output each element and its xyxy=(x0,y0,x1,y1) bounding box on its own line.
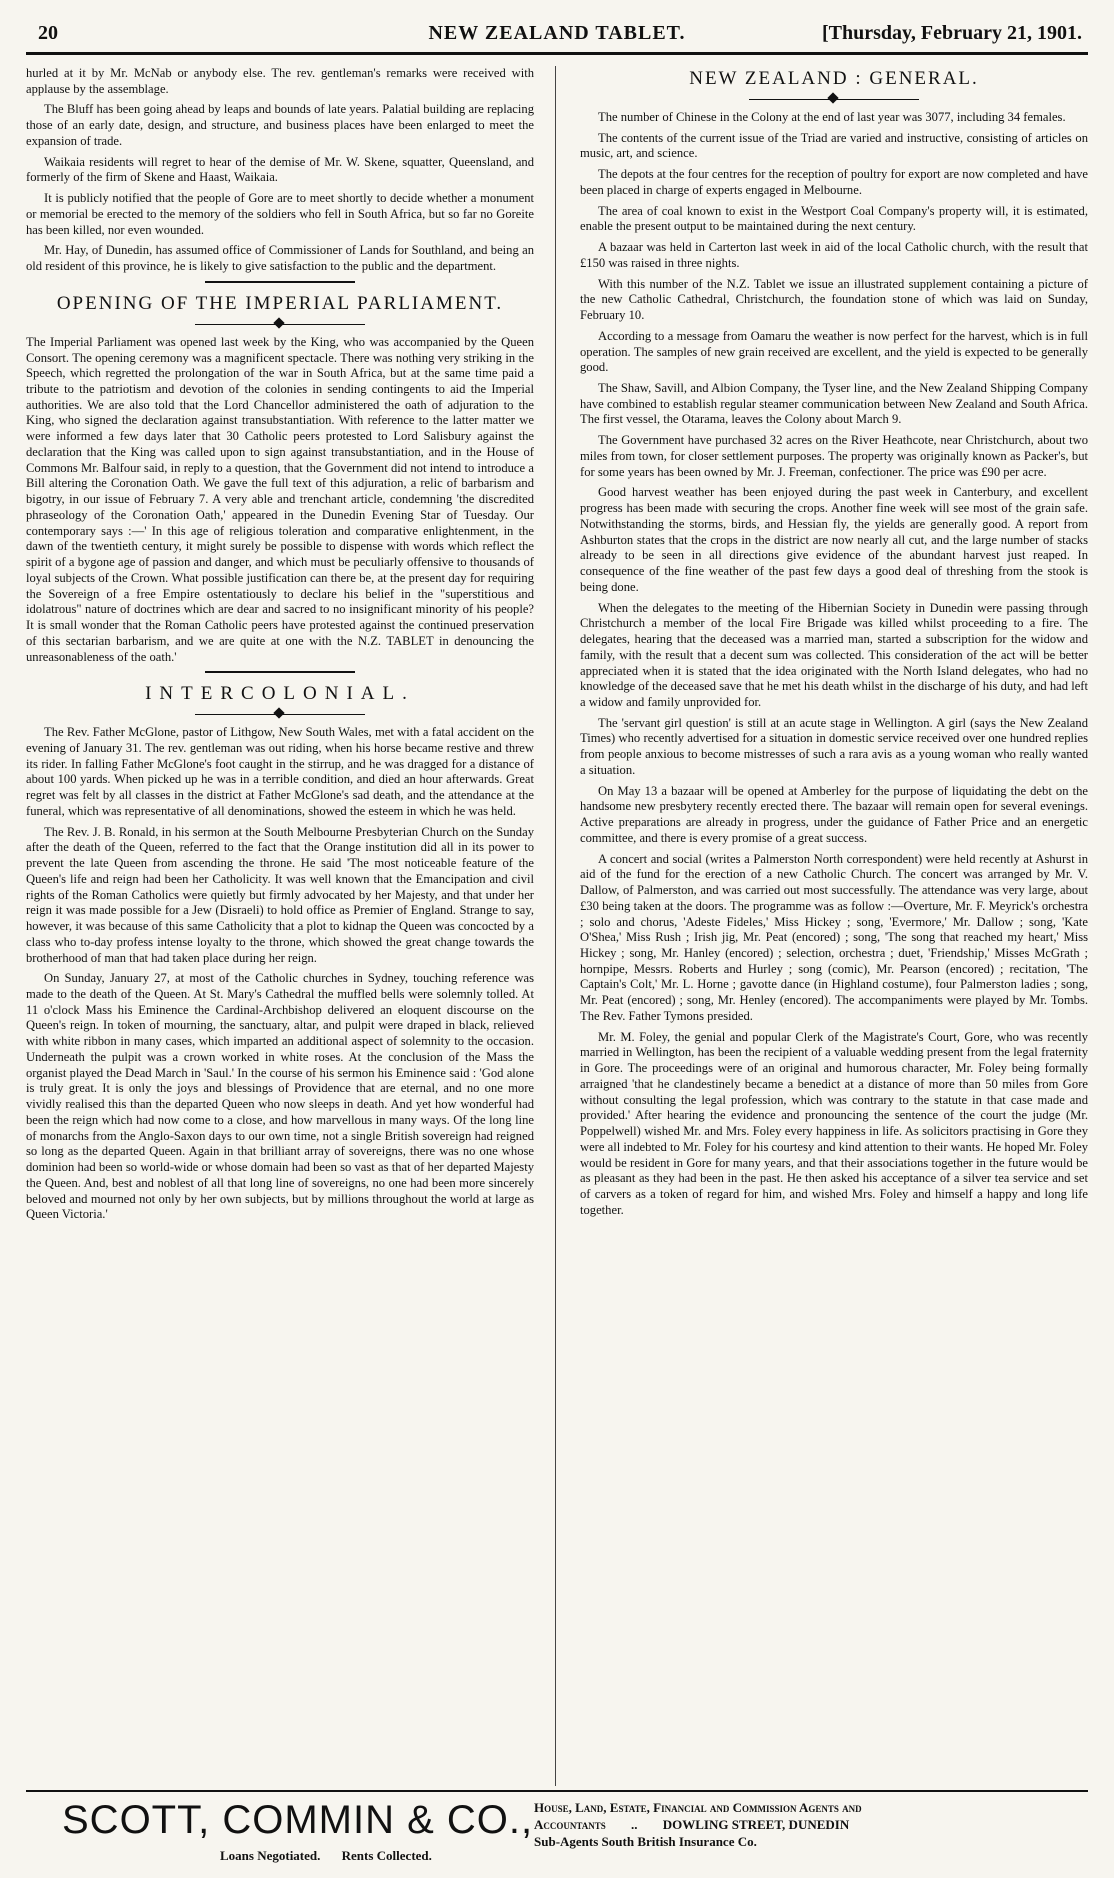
news-item: When the delegates to the meeting of the Hibernian Society in Dunedin were passing through Christchurch a member of the local Fire Brigade was killed whilst proceeding to a fire. The delegates, hearing that the deceased was a married man, started a subscription for the widow and family, with the result that a decent sum was collected. This consideration of the act will be better appreciated when it is stated that the idea originated with the North Island delegates, who had no knowledge of the deceased save that he met his death whilst in the discharge of his duty, and had left a widow and family unprovided for. xyxy=(580,600,1088,709)
right-column xyxy=(580,66,1088,1223)
news-item: Good harvest weather has been enjoyed during the past week in Canterbury, and excellent progress has been made with securing the crops. Another fine week will see most of the grain safe. Notwithstanding the storms, birds, and Hessian fly, the yields are generally good. A report from Ashburton states that the crops in the district are now nearly all cut, and the large number of stacks already to be seen in all directions give evidence of the abundant harvest just reaped. In consequence of the fine weather of the past few days a good deal of threshing from the stook is being done. xyxy=(580,485,1088,594)
article-paragraph: hurled at it by Mr. McNab or anybody else. The rev. gentleman's remarks were received with applause by the assemblage. xyxy=(26,66,534,96)
news-item: A concert and social (writes a Palmerston North correspondent) were held recently at Ashurst in aid of the fund for the erection of a new Catholic Church. The concert was arranged by Mr. V. Dallow, of Palmerston, and was carried out most successfully. The attendance was very large, about £30 being taken at the doors. The programme was as follow :—Overture, Mr. F. Meyrick's orchestra ; solo and chorus, 'Adeste Fideles,' Miss Hickey ; song, 'Evermore,' Mr. Dallow ; song, 'Kate O'Shea,' Miss Rush ; Irish jig, Mr. Peat (encored) ; song, 'The song that reached my heart,' Miss Hickey ; song, Mr. Hanley (encored) ; selection, orchestra ; duet, 'Friendship,' Misses McGrath ; hornpipe, Messrs. Roberts and Hurley ; song (comic), Mr. Pearson (encored) ; recitation, 'The Captain's Colt,' Mr. L. Horne ; gavotte dance (in Highland costume), four Palmerston ladies ; song, Mr. Peat (encored) ; song, Mr. Henley (encored). The accompaniments were played by Mr. Tombs. The Rev. Father Tymons presided. xyxy=(580,851,1088,1023)
news-item: The area of coal known to exist in the Westport Coal Company's property will, it is estimated, enable the present output to be maintained during the next century. xyxy=(580,203,1088,234)
services-line: House, Land, Estate, Financial and Commission Agents and xyxy=(534,1800,862,1815)
news-item: The depots at the four centres for the reception of poultry for export are now completed and have been placed in charge of experts engaged in Melbourne. xyxy=(580,167,1088,197)
news-item: According to a message from Oamaru the weather is now perfect for the harvest, which is in full operation. The samples of new grain received are excellent, and the yield is expected to be generally good. xyxy=(580,328,1088,375)
accountants-text: Accountants xyxy=(534,1816,606,1832)
article-paragraph: Mr. Hay, of Dunedin, has assumed office of Commissioner of Lands for Southland, and being an old resident of this province, he is likely to give satisfaction to the public and the department. xyxy=(26,243,534,274)
news-item: The number of Chinese in the Colony at the end of last year was 3077, including 34 females. xyxy=(598,110,1066,124)
masthead-rule xyxy=(26,52,1088,55)
news-item: On May 13 a bazaar will be opened at Amberley for the purpose of liquidating the debt on the handsome new presbytery recently erected there. The bazaar will remain open for several evenings. Active preparations are already in progress, under the guidance of Father Price and an energetic committee, and there is every promise of a great success. xyxy=(580,783,1088,845)
news-item: The Shaw, Savill, and Albion Company, the Tyser line, and the New Zealand Shipping Company have combined to establish regular steamer communication between New Zealand and South Africa. The first vessel, the Otarama, leaves the Colony about March 9. xyxy=(580,381,1088,427)
advertiser-details xyxy=(534,1800,1074,1851)
dots-text: .. xyxy=(630,1816,638,1832)
news-item: The contents of the current issue of the Triad are varied and instructive, consisting of articles on music, art, and science. xyxy=(580,130,1088,161)
article-paragraph: Waikaia residents will regret to hear of the demise of Mr. W. Skene, squatter, Queensland, and formerly of the firm of Skene and Haast, Waikaia. xyxy=(26,154,534,185)
address-text: DOWLING STREET, DUNEDIN xyxy=(662,1816,850,1832)
address-line xyxy=(534,1817,1074,1834)
section-divider xyxy=(205,671,355,673)
news-item: The Government have purchased 32 acres on the River Heathcote, near Christchurch, about two miles from town, for closer settlement purposes. The property was originally known as Packer's, but for some years has been owned by Mr. J. Freeman, confectioner. The price was £90 per acre. xyxy=(580,433,1088,479)
section-heading-intercolonial: INTERCOLONIAL. xyxy=(145,683,415,705)
newspaper-page xyxy=(22,8,1092,1870)
advertiser-tagline xyxy=(220,1848,450,1864)
page-number: 20 xyxy=(38,22,58,44)
news-item: With this number of the N.Z. Tablet we issue an illustrated supplement containing a picture of the new Catholic Cathedral, Christchurch, the foundation stone of which was laid on Sunday, February 10. xyxy=(580,276,1088,323)
subagents-line: Sub-Agents South British Insurance Co. xyxy=(534,1833,757,1849)
news-item: Mr. M. Foley, the genial and popular Clerk of the Magistrate's Court, Gore, who was recently married in Wellington, has been the recipient of a valuable wedding present from the legal fraternity in Gore. The proceedings were of an original and humorous character, Mr. Foley being formally arraigned 'that he clandestinely became a benedict at a distance of more than 50 miles from Gore without consulting the legal profession, which was contrary to the statute in that case made and provided.' After hearing the evidence and pronouncing the sentence of the court the judge (Mr. Poppelwell) wished Mr. and Mrs. Foley every happiness in life. As solicitors practising in Gore they were all indebted to Mr. Foley for his courtesy and kind attention to their wants. He hoped Mr. Foley would be resident in Gore for many years, and that their associations together in the future would be as pleasant as they had been in the past. He then asked his acceptance of a silver tea service and set of carvers as a token of regard for him, and wished Mrs. Foley and himself a happy and long life together. xyxy=(580,1029,1088,1217)
footer-rule xyxy=(26,1790,1088,1792)
diamond-ornament-icon xyxy=(195,709,365,719)
news-item: The 'servant girl question' is still at an acute stage in Wellington. A girl (says the New Zealand Times) who recently advertised for a situation in domestic service received over one hundred replies from people anxious to become mistresses of such a rara avis as a young woman who really wanted a situation. xyxy=(580,715,1088,777)
news-item: A bazaar was held in Carterton last week in aid of the local Catholic church, with the result that £150 was raised in three nights. xyxy=(580,240,1088,270)
article-paragraph: The Bluff has been going ahead by leaps and bounds of late years. Palatial building are replacing those of an early date, design, and structure, and business places have been enlarged to meet the expansion of trade. xyxy=(26,102,534,148)
masthead xyxy=(22,22,1092,48)
column-divider xyxy=(555,66,556,1786)
advertisement-footer xyxy=(22,1798,1092,1868)
article-paragraph: It is publicly notified that the people of Gore are to meet shortly to decide whether a monument or memorial be erected to the memory of the soldiers who fell in South Africa, but so far no Goreite has been killed, nor even wounded. xyxy=(26,191,534,237)
section-heading-imperial-parliament: OPENING OF THE IMPERIAL PARLIAMENT. xyxy=(56,292,504,314)
article-paragraph: The Rev. J. B. Ronald, in his sermon at the South Melbourne Presbyterian Church on the Sunday after the death of the Queen, referred to the fact that the Orange institution did all in its power to prevent the late Queen from ascending the throne. He said 'The most noticeable feature of the Queen's life and reign had been her Catholicity. It was well known that the Emancipation and civil rights of the Roman Catholics were quietly but firmly advocated by her Majesty, and that under her reign it was made possible for a Jew (Disraeli) to hold office as Premier of England. Strange to say, however, it was because of this same Catholicity that a plot to kidnap the Queen was concocted by a class who to-day profess intense loyalty to the throne, which showed the great change towards the brotherhood of man that had taken place during her reign. xyxy=(26,824,534,965)
section-heading-nz-general: NEW ZEALAND : GENERAL. xyxy=(689,68,979,89)
advertiser-name: SCOTT, COMMIN & CO., xyxy=(62,1798,534,1842)
diamond-ornament-icon xyxy=(749,94,919,104)
loans-text: Loans Negotiated. xyxy=(220,1848,321,1863)
left-column xyxy=(26,66,534,1228)
section-divider xyxy=(205,281,355,283)
diamond-ornament-icon xyxy=(195,319,365,329)
article-paragraph: The Rev. Father McGlone, pastor of Lithgow, New South Wales, met with a fatal accident on the evening of January 31. The rev. gentleman was out riding, when his horse became restive and threw its rider. In falling Father McGlone's foot caught in the stirrup, and he was dragged for a distance of about 100 yards. When picked up he was in a terrible condition, and died an hour afterwards. Great regret was felt by all classes in the district at Father McGlone's sad death, and the attendance at the funeral, which was representative of all denominations, showed the esteem in which he was held. xyxy=(26,725,534,818)
article-paragraph: The Imperial Parliament was opened last week by the King, who was accompanied by the Queen Consort. The opening ceremony was a magnificent spectacle. There was nothing very striking in the Speech, which regretted the prolongation of the war in South Africa, but at the same time paid a tribute to the patriotism and devotion of the colonies in sending contingents to aid the Imperial authorities. We are also told that the Lord Chancellor administered the oath of adjuration to the King, who signed the declaration against transubstantiation. With reference to the latter matter we were informed a few days later that 30 Catholic peers protested to Lord Salisbury against the declaration that the King was called upon to sign against transubstantiation, and in the House of Commons Mr. Balfour said, in reply to a question, that the Government did not intend to introduce a Bill altering the Coronation Oath. We gave the full text of this adjuration, a relic of barbarism and bigotry, in our issue of February 7. A very able and trenchant article, condemning 'the discredited phraseology of the Coronation Oath,' appeared in the Dunedin Evening Star of Tuesday. Our contemporary says :—' In this age of religious toleration and comparative enlightenment, in the dawn of the twentieth century, it might surely be possible to dispense with words which reflect the spirit of a bygone age of passion and danger, and which must be peculiarly offensive to thousands of loyal subjects of the Crown. What possible justification can there be, at the present day for requiring the Sovereign of a free Empire ostentatiously to declare his belief in the "superstitious and idolatrous" nature of doctrines which are dear and sacred to no insignificant minority of his people? It is small wonder that the Roman Catholic peers have protested against the continued preservation of this sectarian barbarism, and we are quite at one with the N.Z. TABLET in denouncing the unreasonableness of the oath.' xyxy=(26,334,534,664)
newspaper-title: NEW ZEALAND TABLET. xyxy=(428,22,686,44)
article-paragraph: On Sunday, January 27, at most of the Catholic churches in Sydney, touching reference was made to the death of the Queen. At St. Mary's Cathedral the muffled bells were solemnly tolled. At 11 o'clock Mass his Eminence the Cardinal-Archbishop delivered an eloquent discourse on the Queen's reign. In token of mourning, the sanctuary, altar, and pulpit were draped in black, relieved with white ribbon in many cases, which imparted an additional aspect of solemnity to the occasion. Underneath the pulpit was a crown worked in white roses. At the conclusion of the Mass the organist played the Dead March in 'Saul.' In the course of his sermon his Eminence said : 'God alone is truly great. It is only the joys and blessings of Providence that are eternal, and no one more vividly realised this than the departed Queen who now sleeps in death. And yet how wonderful had been the reign which had now come to a close, and how marvellous in many ways. Of the long line of monarchs from the Anglo-Saxon days to our own time, not a single British sovereign had reigned so long as the departed Queen. Again in that brilliant array of sovereigns, there was no one whose dominion had been so world-wide or whose domain had been so vast as that of her departed Majesty the Queen. And, best and noblest of all that long line of sovereigns, no one had been more sincerely beloved and mourned not only by her own subjects, but by millions throughout the world at large as Queen Victoria.' xyxy=(26,971,534,1222)
issue-date: [Thursday, February 21, 1901. xyxy=(821,22,1082,44)
rents-text: Rents Collected. xyxy=(341,1848,432,1863)
